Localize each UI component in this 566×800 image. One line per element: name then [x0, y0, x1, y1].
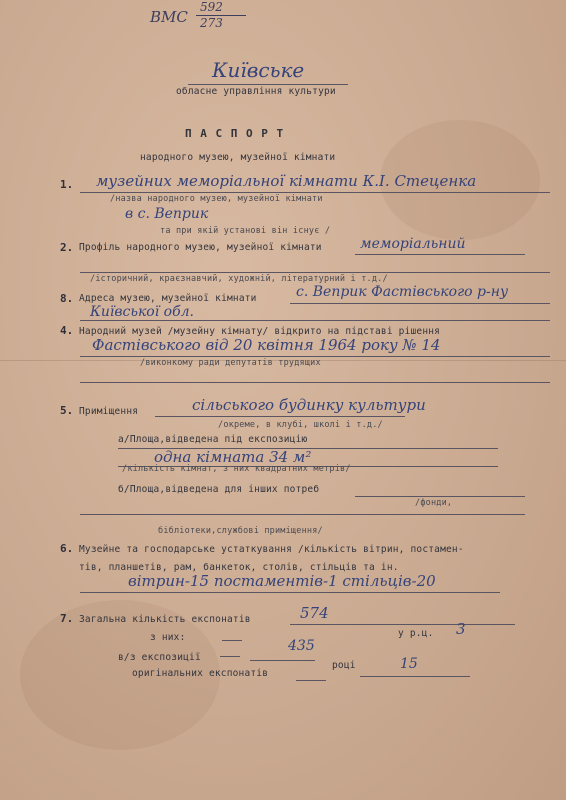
profile-handwritten: меморіальний: [360, 236, 466, 252]
exposition-area-caption: /кількість кімнат, з них квадратних метрів/: [122, 464, 351, 474]
item-1-line: [80, 192, 550, 193]
other-area-line: [355, 496, 525, 497]
decision-label: Народний музей /музейну кімнату/ відкрито на підставі рішення: [79, 326, 441, 337]
item-6-number: 6.: [60, 542, 74, 555]
exposition-exhibits-handwritten: 435: [288, 638, 315, 654]
original-exhibits-label: оригінальних експонатів: [132, 668, 269, 679]
exposition-exhibits-label: в/з експозиції: [118, 652, 201, 663]
premises-caption: /окреме, в клубі, школі і т.д./: [218, 420, 383, 430]
equipment-line: [80, 592, 500, 593]
item-7-number: 7.: [60, 612, 74, 625]
item-5-number: 5.: [60, 404, 74, 417]
item-3-number: 8.: [60, 292, 74, 305]
of-them-label: з них:: [150, 632, 186, 643]
other-area-line-2: [80, 514, 525, 515]
equipment-label: Музейне та господарське устаткування /кількість вітрин, постамен-: [79, 544, 464, 555]
item-5-line: [155, 416, 405, 417]
item-2-line: [355, 254, 525, 255]
address-label: Адреса музею, музейної кімнати: [79, 293, 257, 304]
archive-code: BMC: [150, 8, 188, 26]
equipment-label-2: тів, планшетів, рам, банкеток, столів, стільців та ін.: [79, 562, 399, 573]
department-label: обласне управління культури: [176, 86, 336, 97]
profile-label: Профіль народного музею, музейної кімнати: [79, 242, 322, 253]
item-3-line: [290, 303, 550, 304]
total-exhibits-label: Загальна кількість експонатів: [79, 614, 251, 625]
item-2-line-2: [80, 272, 550, 273]
item-4-line: [80, 356, 550, 357]
exposition-area-handwritten: одна кімната 34 м²: [154, 448, 312, 466]
year-label-1: у р.ц.: [398, 628, 434, 639]
year-line-2: [360, 676, 470, 677]
museum-location-handwritten: в с. Веприк: [125, 206, 209, 222]
document-title: П А С П О Р Т: [185, 127, 285, 140]
premises-label: Приміщення: [79, 406, 139, 417]
equipment-handwritten: вітрин-15 постаментів-1 стільців-20: [128, 572, 436, 590]
exposition-line: [250, 660, 315, 661]
item-1-number: 1.: [60, 178, 74, 191]
museum-name-handwritten: музейних меморіальної кімнати К.І. Стеценка: [96, 172, 477, 190]
address-handwritten-2: Київської обл.: [90, 304, 194, 320]
original-exhibits-handwritten: 15: [400, 656, 418, 672]
document-subtitle: народного музею, музейної кімнати: [140, 152, 336, 163]
museum-location-caption: та при якій установі він існує /: [160, 226, 331, 236]
premises-handwritten: сільського будинку культури: [192, 396, 426, 414]
region-underline: [188, 84, 348, 85]
decision-handwritten: Фастівського від 20 квітня 1964 року № 14: [92, 336, 441, 354]
of-them-dash: [222, 640, 242, 641]
item-4-number: 4.: [60, 324, 74, 337]
region-handwritten: Київське: [212, 58, 305, 82]
total-exhibits-line: [290, 624, 515, 625]
total-exhibits-handwritten: 574: [300, 604, 329, 622]
item-2-number: 2.: [60, 241, 74, 254]
profile-caption: /історичний, краєзнавчий, художній, літературний і т.д./: [90, 274, 388, 284]
library-caption: бібліотеки,службові приміщення/: [158, 526, 323, 536]
archive-code-bottom: 273: [200, 16, 223, 30]
original-line: [296, 680, 326, 681]
address-handwritten: с. Веприк Фастівського р-ну: [296, 284, 509, 300]
decision-caption: /виконкому ради депутатів трудящих: [140, 358, 321, 368]
exposition-area-label: а/Площа,відведена під експозицію: [118, 434, 308, 445]
year-label-2: році: [332, 660, 356, 671]
item-3-line-2: [80, 320, 550, 321]
funds-caption: /фонди,: [415, 498, 453, 508]
other-area-label: б/Площа,відведена для інших потреб: [118, 484, 320, 495]
archive-code-top: 592: [200, 0, 223, 14]
item-4-line-2: [80, 382, 550, 383]
exposition-dash: [220, 656, 240, 657]
year-handwritten-1: 3: [456, 620, 466, 638]
museum-name-caption: /назва народного музею, музейної кімнати: [110, 194, 323, 204]
